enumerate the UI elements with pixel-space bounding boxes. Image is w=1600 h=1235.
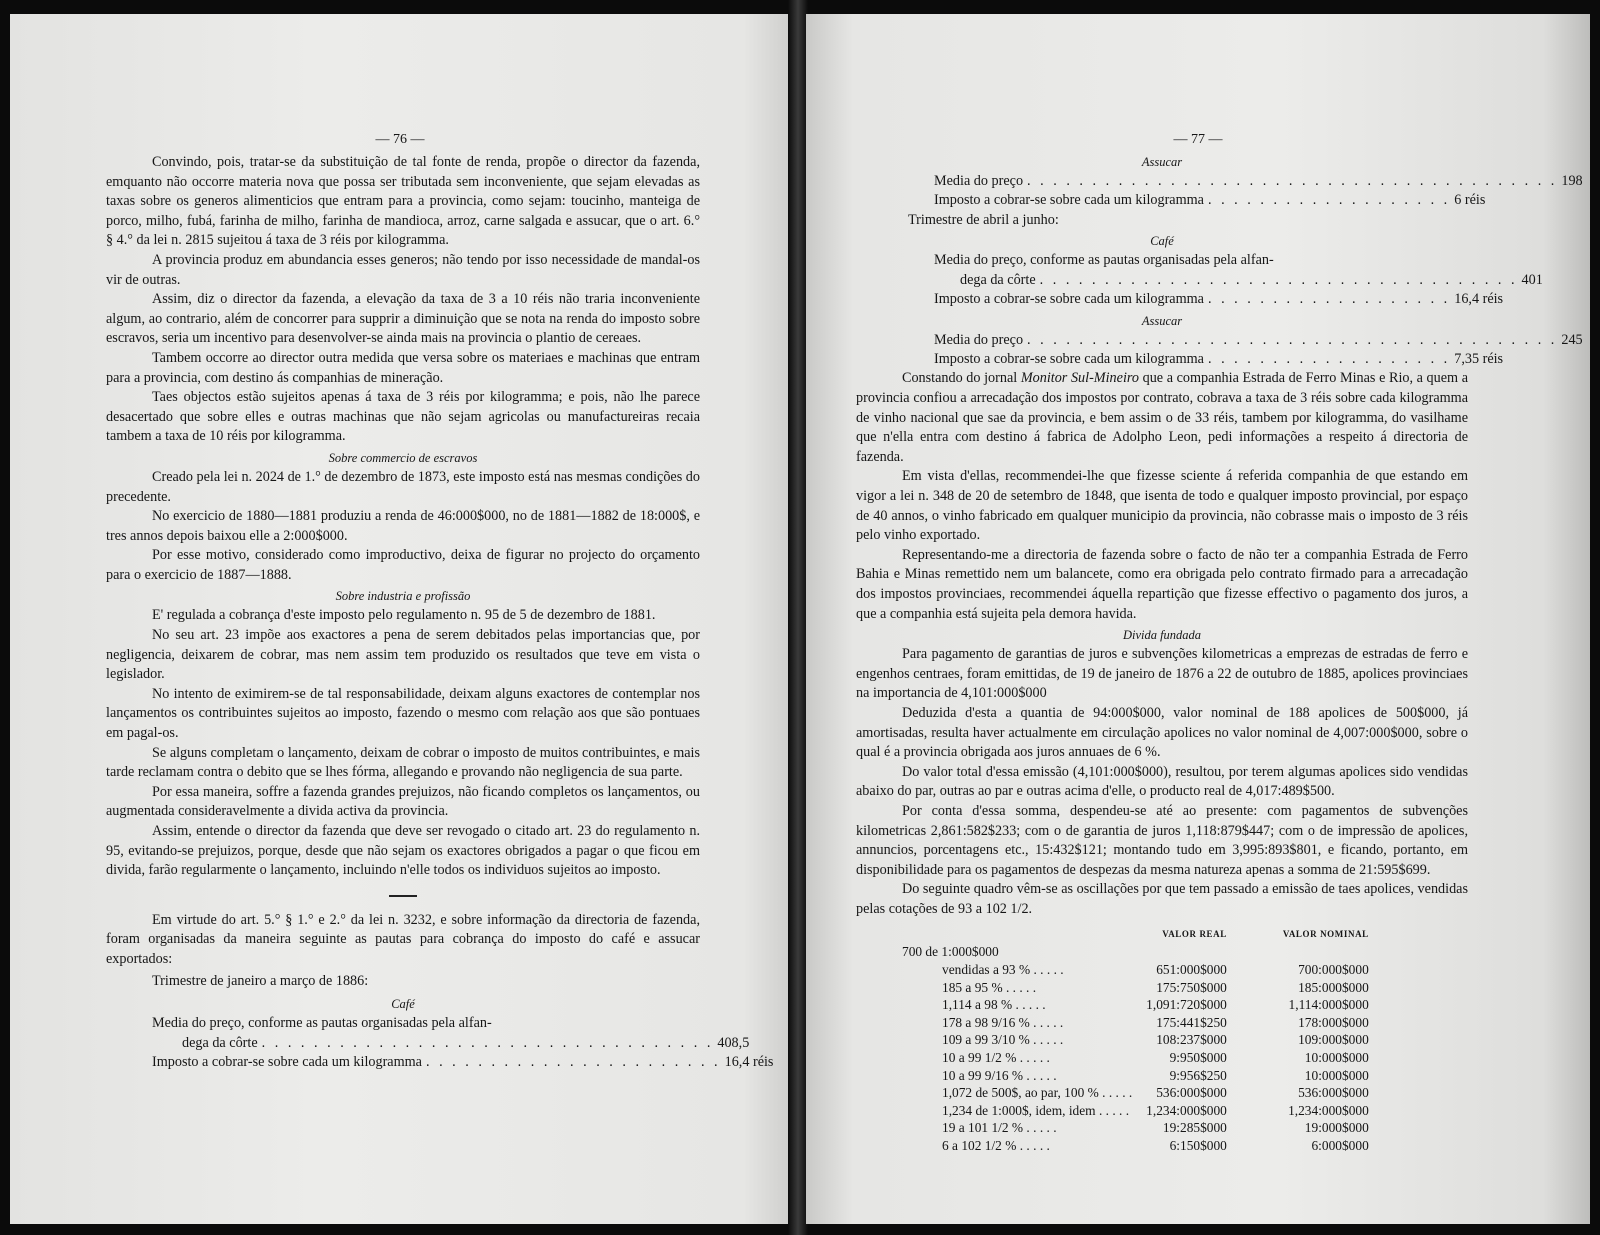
row-valor-real: 175:441$250: [1156, 1014, 1227, 1030]
row-label-text: 1,234 de 1:000$, idem, idem: [942, 1102, 1096, 1118]
row-label-text: 1,072 de 500$, ao par, 100 %: [942, 1085, 1099, 1101]
section-heading: Divida fundada: [1122, 628, 1202, 643]
ledger-value: 408,5: [717, 1034, 750, 1051]
dot-leader: . . . . . . . . . . . . . . . . . . . . . . . . . . . . . . . . . . . . .: [1039, 271, 1518, 288]
row-valor-nominal: 185:000$000: [1298, 979, 1369, 995]
row-valor-real: 19:285$000: [1162, 1120, 1227, 1136]
row-valor-real: 536:000$000: [1156, 1085, 1227, 1101]
assucar-ledger: [856, 331, 1583, 370]
table-row: [902, 996, 1369, 1014]
row-label: [902, 1014, 1132, 1032]
row-label: [902, 1084, 1132, 1102]
row-label: [902, 1119, 1132, 1137]
row-valor-nominal: 700:000$000: [1298, 962, 1369, 978]
dot-leader: . . . . . . . . . . . . . . . . . . .: [1207, 351, 1451, 368]
row-label-text: 178 a 98 9/16 %: [942, 1014, 1030, 1030]
cafe-heading: Café: [391, 997, 415, 1012]
row-label-text: vendidas a 93 %: [942, 962, 1031, 978]
row-valor-nominal: 1,234:000$000: [1288, 1102, 1369, 1118]
table-row: [902, 1067, 1369, 1085]
paragraph: E' regulada a cobrança d'este imposto pelo regulamento n. 95 de 5 de dezembro de 1881.: [152, 607, 656, 624]
paragraph: Por conta d'essa somma, despendeu-se até ao presente: com pagamentos de subvenções kilometricas 2,861:582$233; com o de garantia de juros 1,118:879$447; com o de impressão de apolices, annuncios, porcentagens etc., 15:432$121; montando tudo em 3,995:893$801, e ficando, portanto, em disponibilidade para os pagamentos de despezas da mesma natureza apenas a somma de 21:595$699.: [856, 802, 1468, 878]
row-label: [902, 996, 1132, 1014]
paragraph: Taes objectos estão sujeitos apenas á taxa de 3 réis por kilogramma; e pois, não lhe parece desacertado que sobre elles e outras machinas que não sejam agricolas ou manufactureiras recaia tambem a taxa de 10 réis por kilogramma.: [106, 389, 700, 445]
paragraph: Assim, entende o director da fazenda que deve ser revogado o citado art. 23 do regulamento n. 95, evitando-se prejuizos, porque, desde que não sejam os exactores obrigados a pagar o que ficou em divida, farão regularmente o lançamento, incluindo n'elle todos os individuos sujeitos ao imposto.: [106, 823, 700, 879]
row-valor-real: 651:000$000: [1156, 962, 1227, 978]
paragraph: Por esse motivo, considerado como improductivo, deixa de figurar no projecto do orçamento para o exercicio de 1887—1888.: [106, 547, 700, 583]
row-label-text: 10 a 99 1/2 %: [942, 1050, 1017, 1066]
dot-leader: . . . . .: [1023, 1120, 1057, 1136]
paragraph: Para pagamento de garantias de juros e subvenções kilometricas a emprezas de estradas de ferro e engenhos centraes, foram emittidas, de 19 de janeiro de 1876 a 22 de outubro de 1885, apolices provinciaes na importancia de 4,101:000$000: [856, 646, 1468, 702]
row-valor-nominal: 109:000$000: [1298, 1032, 1369, 1048]
paragraph: Em vista d'ellas, recommendei-lhe que fizesse sciente á referida companhia de que estando em vigor a lei n. 348 de 20 de setembro de 1848, que isenta de todo e qualquer imposto provincial, por espaço de 40 annos, o vinho fabricado em qualquer municipio da provincia, não cobrasse mais o imposto de 3 réis pelo vinho exportado.: [856, 468, 1468, 544]
row-label: [902, 1067, 1132, 1085]
ledger-label: Imposto a cobrar-se sobre cada um kilogramma: [152, 1053, 422, 1070]
ledger-value: 16,4 réis: [1454, 291, 1504, 308]
row-valor-nominal: 19:000$000: [1304, 1120, 1369, 1136]
newspaper-title: Monitor Sul-Mineiro: [1020, 370, 1139, 387]
paragraph: Convindo, pois, tratar-se da substituição de tal fonte de renda, propõe o director da fazenda, emquanto não occorre materia nova que possa ser tributada sem inconveniente, que sejam elevadas as taxas sobre os generos alimenticios que entram para a provincia, como sejam: toucinho, manteiga de porco, milho, fubá, farinha de milho, farinha de mandioca, arroz, carne salgada e assucar, que o art. 6.° § 4.° da lei n. 2815 sujeitou á taxa de 3 réis por kilogramma.: [106, 154, 700, 249]
ledger-value: 198: [1561, 173, 1583, 189]
section-heading: Sobre industria e profissão: [335, 589, 471, 604]
paragraph-start: Constando do jornal: [902, 370, 1018, 387]
ledger-label: dega da côrte: [182, 1034, 258, 1051]
right-page: [806, 14, 1590, 1224]
row-label: [902, 979, 1132, 997]
dot-leader: . . . . .: [1016, 1138, 1050, 1153]
row-label: [902, 1049, 1132, 1067]
ledger-label: Imposto a cobrar-se sobre cada um kilogramma: [934, 291, 1204, 308]
header-valor-nominal: VALOR NOMINAL: [1282, 929, 1369, 940]
section-heading: Sobre commercio de escravos: [328, 450, 478, 465]
paragraph: No intento de eximirem-se de tal responsabilidade, deixam alguns exactores de contemplar nos lançamentos os contribuintes sujeitos ao imposto, fazendo o mesmo com relação aos que são pontuaes em pagal-os.: [106, 685, 700, 742]
row-valor-nominal: 6:000$000: [1311, 1138, 1369, 1153]
row-label-text: 109 a 99 3/10 %: [942, 1032, 1030, 1048]
table-row: [902, 1137, 1369, 1155]
ledger-label: Media do preço, conforme as pautas organisadas pela alfan-: [152, 1015, 492, 1032]
table-row: [902, 1119, 1369, 1137]
paragraph: Representando-me a directoria de fazenda sobre o facto de não ter a companhia Estrada de Ferro Bahia e Minas remettido nem um balancete, como era obrigada pelo contrato firmado para a arrecadação dos impostos provinciaes, recommendei áquella repartição que fizesse effectivo o pagamento dos juros, a que a companhia está sujeita pela demora havida.: [856, 546, 1468, 622]
row-label-text: 10 a 99 9/16 %: [942, 1067, 1024, 1083]
table-row: [902, 961, 1369, 979]
dot-leader: . . . . .: [1029, 1014, 1064, 1030]
row-label-text: 6 a 102 1/2 %: [942, 1138, 1017, 1153]
header-valor-real: VALOR REAL: [1162, 929, 1227, 940]
row-valor-real: 9:950$000: [1169, 1050, 1227, 1066]
row-label: [902, 1031, 1132, 1049]
dot-leader: . . . . .: [1002, 979, 1037, 995]
quotes-table: [902, 929, 1369, 1154]
ledger-label: Media do preço: [934, 331, 1024, 348]
assucar-ledger: [856, 172, 1583, 211]
assucar-heading: Assucar: [1141, 313, 1183, 328]
paragraph: A provincia produz em abundancia esses generos; não tendo por isso necessidade de mandal-os vir de outras.: [106, 251, 700, 288]
row-valor-nominal: 10:000$000: [1304, 1050, 1369, 1066]
table-row: [902, 943, 1369, 961]
ledger-value: 7,35 réis: [1454, 351, 1504, 368]
ledger-label: Imposto a cobrar-se sobre cada um kilogramma: [934, 192, 1204, 209]
row-label: [902, 1137, 1132, 1155]
dot-leader: . . . . . . . . . . . . . . . . . . . . . . . . . . . . . . . . . . .: [261, 1034, 714, 1051]
paragraph-rest: que a companhia Estrada de Ferro Minas e Rio, a quem a provincia confiou a arrecadação dos impostos por contrato, cobrava a taxa de 3 réis sobre cada kilogramma de vinho nacional que sae da provincia, e bem assim o de 33 réis, tambem por kilogramma, do vasilhame que n'ella entra com destino á fabrica de Adolpho Leon, pedi informações a respeito á directoria de fazenda.: [856, 370, 1468, 465]
paragraph: Por essa maneira, soffre a fazenda grandes prejuizos, não ficando completos os lançamentos, ou augmentada consideravelmente a divida activa da provincia.: [106, 783, 700, 820]
paragraph: No exercicio de 1880—1881 produziu a renda de 46:000$000, no de 1881—1882 de 18:000$, e tres annos depois baixou elle a 2:000$000.: [106, 508, 700, 544]
table-row: [902, 1014, 1369, 1032]
row-valor-real: 1,234:000$000: [1146, 1102, 1227, 1118]
table-header-row: [902, 929, 1369, 943]
paragraph: Assim, diz o director da fazenda, a elevação da taxa de 3 a 10 réis não traria inconveniente algum, ao contrario, além de concorrer para supprir a diminuição que se nota na renda do imposto sobre escravos, seria um incentivo para desenvolver-se ainda mais na provincia o plantio de cereaes.: [106, 291, 700, 347]
dot-leader: . . . . . . . . . . . . . . . . . . . . . . . . . . . . . . . . . . . . . . . . .: [1027, 173, 1558, 189]
trimestre-line: Trimestre de abril a junho:: [908, 211, 1059, 228]
row-label: [902, 961, 1132, 979]
ledger-label: Media do preço: [934, 173, 1024, 189]
paragraph: Deduzida d'esta a quantia de 94:000$000, valor nominal de 188 apolices de 500$000, já amortisadas, resulta haver actualmente em circulação apolices no valor nominal de 4,007:000$000, sobre o qual é a provincia obrigada aos juros annuaes de 6 %.: [856, 704, 1468, 761]
table-row: [902, 1031, 1369, 1049]
assucar-heading: Assucar: [1141, 155, 1183, 169]
dot-leader: . . . . . . . . . . . . . . . . . . .: [1207, 192, 1451, 209]
table-row: [902, 1102, 1369, 1120]
cafe-heading: Café: [1150, 234, 1174, 249]
ledger-value: 6 réis: [1454, 192, 1486, 209]
book-spine: [788, 0, 808, 1235]
paragraph: Em virtude do art. 5.° § 1.° e 2.° da lei n. 3232, e sobre informação da directoria de fazenda, foram organisadas da maneira seguinte as pautas para cobrança do imposto do café e assucar exportados:: [106, 911, 700, 967]
dot-leader: . . . . . . . . . . . . . . . . . . .: [1207, 291, 1451, 308]
dot-leader: . . . . .: [1098, 1085, 1133, 1101]
row-label-text: 1,114 a 98 %: [942, 997, 1013, 1013]
right-text-block: [856, 151, 1583, 1155]
paragraph: [856, 369, 1468, 467]
row-valor-real: 6:150$000: [1169, 1138, 1227, 1153]
cafe-ledger: [856, 251, 1543, 309]
page-number: — 77 —: [1173, 132, 1223, 147]
left-text-block: [106, 153, 774, 1072]
cafe-ledger: [106, 1014, 774, 1072]
left-page: [10, 14, 790, 1224]
dot-leader: . . . . . . . . . . . . . . . . . . . . . . . . . . . . . . . . . . . . . . . . .: [1027, 331, 1558, 348]
ledger-value: 16,4 réis: [724, 1053, 774, 1070]
trimestre-line: Trimestre de janeiro a março de 1886:: [152, 972, 369, 989]
paragraph: Do valor total d'essa emissão (4,101:000$000), resultou, por terem algumas apolices sido vendidas abaixo do par, outras ao par e outras acima d'elle, o producto real de 4,017:489$500.: [856, 763, 1468, 800]
dot-leader: . . . . .: [1030, 962, 1064, 978]
row-valor-real: 1,091:720$000: [1146, 997, 1227, 1013]
dot-leader: . . . . . . . . . . . . . . . . . . . . . . .: [425, 1053, 721, 1070]
dot-leader: . . . . .: [1029, 1032, 1064, 1048]
table-row: [902, 1084, 1369, 1102]
row-valor-nominal: 1,114:000$000: [1288, 997, 1369, 1013]
row-label-text: 19 a 101 1/2 %: [942, 1120, 1024, 1136]
paragraph: No seu art. 23 impõe aos exactores a pena de serem debitados pelas importancias que, por negligencia, deixarem de cobrar, mas nem assim tem produzido os resultados que teve em vista o legislador.: [106, 627, 700, 683]
ledger-value: 245: [1561, 331, 1583, 348]
table-row: [902, 1049, 1369, 1067]
row-valor-nominal: 536:000$000: [1298, 1085, 1369, 1101]
paragraph: Do seguinte quadro vêm-se as oscillações por que tem passado a emissão de taes apolices, vendidas pelas cotações de 93 a 102 1/2.: [856, 881, 1468, 917]
ledger-label: Media do preço, conforme as pautas organisadas pela alfan-: [934, 252, 1274, 269]
row-valor-real: 175:750$000: [1156, 979, 1227, 995]
row-valor-nominal: 178:000$000: [1298, 1014, 1369, 1030]
row-valor-real: 9:956$250: [1169, 1067, 1227, 1083]
section-divider: [389, 895, 417, 897]
dot-leader: . . . . .: [1023, 1067, 1057, 1083]
row-label: [902, 1102, 1132, 1120]
paragraph: Creado pela lei n. 2024 de 1.° de dezembro de 1873, este imposto está nas mesmas condições do precedente.: [106, 468, 700, 505]
table-row: [902, 979, 1369, 997]
dot-leader: . . . . .: [1012, 997, 1046, 1013]
dot-leader: . . . . .: [1095, 1102, 1130, 1118]
row-valor-nominal: 10:000$000: [1304, 1067, 1369, 1083]
dot-leader: . . . . .: [1016, 1050, 1050, 1066]
ledger-label: Imposto a cobrar-se sobre cada um kilogramma: [934, 351, 1204, 368]
ledger-label: dega da côrte: [960, 271, 1036, 288]
table-first-line: 700 de 1:000$000: [902, 944, 999, 960]
row-label-text: 185 a 95 %: [942, 979, 1003, 995]
ledger-value: 401: [1521, 271, 1543, 288]
page-number: — 76 —: [375, 132, 425, 147]
paragraph: Se alguns completam o lançamento, deixam de cobrar o imposto de muitos contribuintes, e mais tarde reclamam contra o debito que se lhes fórma, allegando e provando não negligencia de sua parte.: [106, 744, 700, 781]
paragraph: Tambem occorre ao director outra medida que versa sobre os materiaes e machinas que entram para a provincia, com destino ás companhias de mineração.: [106, 349, 700, 386]
row-valor-real: 108:237$000: [1156, 1032, 1227, 1048]
